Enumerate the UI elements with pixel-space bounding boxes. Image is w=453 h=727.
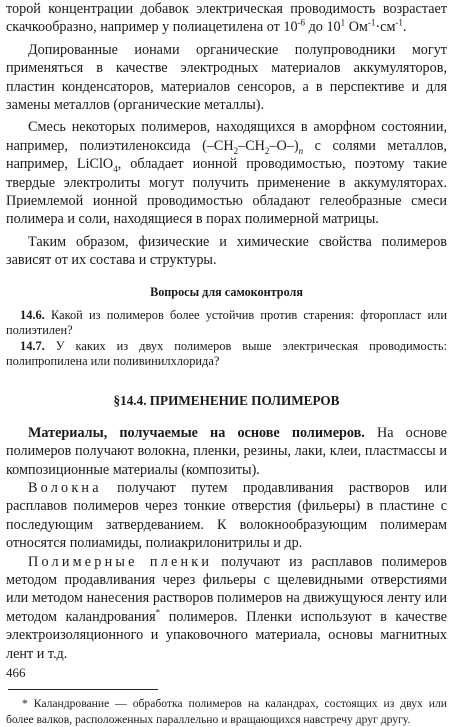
text-run: –O–) — [269, 137, 299, 154]
text-run: Ом — [345, 19, 368, 36]
lead-heading: Материалы, получаемые на основе полимеров. — [28, 424, 365, 441]
paragraph-conductivity — [6, 0, 447, 37]
question-item — [6, 339, 447, 370]
text-run: с солями металлов, например, LiClO — [6, 137, 447, 173]
subscript: 2 — [233, 145, 239, 156]
text-run: На основе полимеров получают волокна, пленки, резины, лаки, клеи, пластмассы и композиционные материалы (композиты). — [6, 424, 447, 478]
section-title: §14.4. ПРИМЕНЕНИЕ ПОЛИМЕРОВ — [113, 392, 340, 408]
document-page — [6, 0, 447, 726]
text-run: , обладает ионной проводимостью, поэтому такие твердые электролиты могут получить применение в аккумуляторах. Приемлемой ионной проводимостью обладают гелеобразные смеси полимера и соли, находящиеся в порах полимерной матрицы. — [6, 156, 447, 228]
text-run: торой концентрации добавок электрическая проводимость возрастает скачкообразно, например у полиацетилена от 10 — [6, 1, 447, 36]
term-spaced: Волокна — [28, 479, 102, 496]
question-item — [6, 308, 447, 339]
term-spaced: Полимерные пленки — [28, 553, 213, 570]
text-run: –CH — [238, 137, 265, 154]
question-text: Какой из полимеров более устойчив против старения: фторопласт или полиэтилен? — [6, 307, 447, 338]
superscript: -1 — [367, 17, 376, 28]
superscript: 1 — [340, 17, 346, 28]
text-run: получают путем продавливания растворов или расплавов полимеров через тонкие отверстия (фильеры) в пластине с последующим затвердеванием. К волокнообразующим полимерам относятся полиамиды, полиакрилонитрилы и др. — [6, 479, 447, 552]
footnote-marker: * — [155, 607, 161, 618]
page-number: 466 — [6, 665, 26, 680]
question-text: У каких из двух полимеров выше электрическая проводимость: полипропилена или поливинилхлорида? — [6, 338, 447, 369]
text-run: до 10 — [305, 19, 341, 36]
superscript: -1 — [395, 17, 403, 28]
paragraph-fibers — [6, 479, 447, 553]
text-run: полимеров. Пленки используют в качестве электроизоляционного и упаковочного материала, основы магнитных лент и т.д. — [6, 608, 447, 662]
paragraph-materials — [6, 424, 447, 479]
paragraph-films — [6, 553, 447, 663]
text-run: Смесь некоторых полимеров, находящихся в аморфном состоянии, например, полиэтиленоксида (–CH — [6, 119, 447, 154]
text-run: ·см — [375, 19, 396, 36]
questions-heading: Вопросы для самоконтроля — [150, 284, 303, 299]
paragraph-doped-semiconductors: Допированные ионами органические полупроводники могут применяться в качестве электродных материалов аккумуляторов, пластин конденсаторов, материалов сенсоров, а в перспективе и для замены металлов (органические металлы). — [6, 41, 447, 114]
superscript: -6 — [297, 17, 306, 28]
paragraph-polymer-mixtures — [6, 118, 447, 228]
question-number: 14.7. — [20, 338, 45, 353]
footnote: * Каландрование — обработка полимеров на каландрах, состоящих из двух или более валков, расположенных параллельно и вращающихся навстречу друг другу. — [6, 696, 447, 726]
subscript: 4 — [113, 164, 118, 175]
paragraph-conclusion: Таким образом, физические и химические свойства полимеров зависят от их состава и структуры. — [6, 233, 447, 269]
subscript: 2 — [264, 145, 270, 156]
text-run: получают из расплавов полимеров методом продавливания через фильеры с щелевидными отверстиями или методом нанесения растворов полимеров на движущуюся ленту или методом каландрования — [6, 553, 447, 625]
subscript: n — [298, 145, 304, 156]
question-number: 14.6. — [20, 307, 45, 322]
text-run: . — [402, 19, 407, 36]
